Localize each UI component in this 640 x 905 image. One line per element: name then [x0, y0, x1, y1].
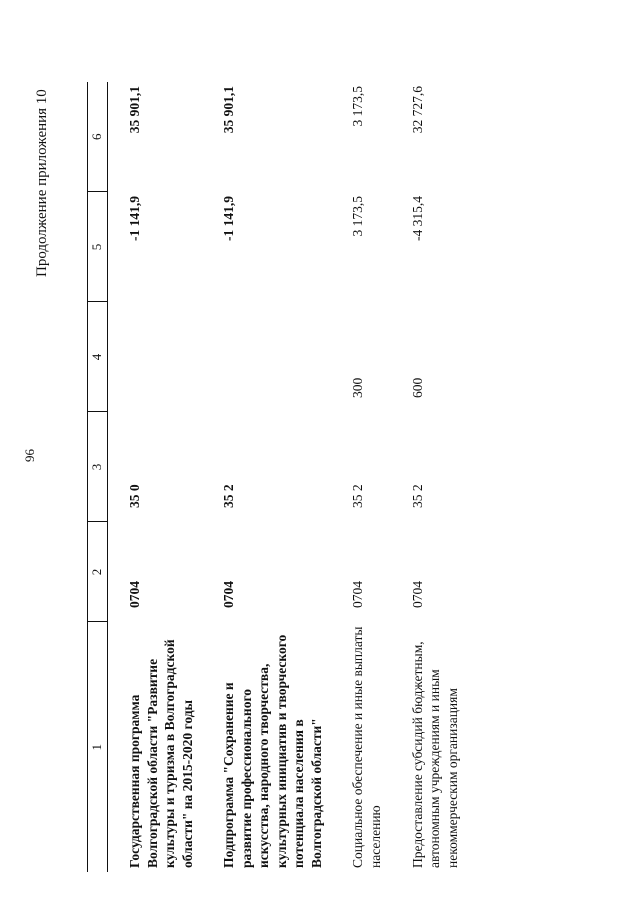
target-code: 35 2	[409, 484, 425, 508]
section-code: 0704	[221, 581, 237, 608]
row-name: Государственная программа Волгоградской области "Развитие культуры и туризма в Волгоградской области" на 2015-2020 годы	[127, 639, 195, 868]
type-code	[202, 302, 331, 412]
section-code: 0704	[350, 581, 366, 608]
row-name: Предоставление субсидий бюджетным, автономным учреждениям и иным некоммерческим организациям	[409, 641, 460, 868]
change-amount: -4 315,4	[409, 196, 425, 241]
column-header: 5	[88, 192, 108, 302]
change-amount: -1 141,9	[127, 196, 142, 241]
type-code: 600	[409, 377, 425, 398]
target-code: 35 2	[221, 484, 237, 508]
change-amount: 3 173,5	[350, 196, 366, 237]
total-amount: 35 901,1	[127, 86, 142, 134]
total-amount: 3 173,5	[350, 86, 366, 127]
page-number: 96	[22, 449, 37, 462]
type-code	[108, 302, 203, 412]
table-row	[108, 82, 203, 872]
column-number-row	[88, 82, 108, 872]
continuation-title: Продолжение приложения 10	[34, 89, 50, 277]
type-code: 300	[350, 377, 366, 398]
section-code: 0704	[127, 581, 142, 608]
column-header: 2	[88, 522, 108, 622]
section-code: 0704	[409, 581, 425, 608]
budget-table	[87, 82, 467, 872]
table-row	[331, 82, 390, 872]
row-name: Социальное обеспечение и иные выплаты населению	[350, 626, 384, 868]
table-row	[391, 82, 468, 872]
change-amount: -1 141,9	[221, 196, 237, 241]
total-amount: 32 727,6	[409, 86, 425, 134]
column-header: 6	[88, 82, 108, 192]
column-header: 3	[88, 412, 108, 522]
column-header: 1	[88, 622, 108, 872]
target-code: 35 0	[127, 484, 142, 508]
row-name: Подпрограмма "Сохранение и развитие профессионального искусства, народного творчества, культурных инициатив и творческого потенциала населения в Волгоградской области"	[221, 634, 324, 868]
column-header: 4	[88, 302, 108, 412]
target-code: 35 2	[350, 484, 366, 508]
table-row	[202, 82, 331, 872]
total-amount: 35 901,1	[221, 86, 237, 134]
